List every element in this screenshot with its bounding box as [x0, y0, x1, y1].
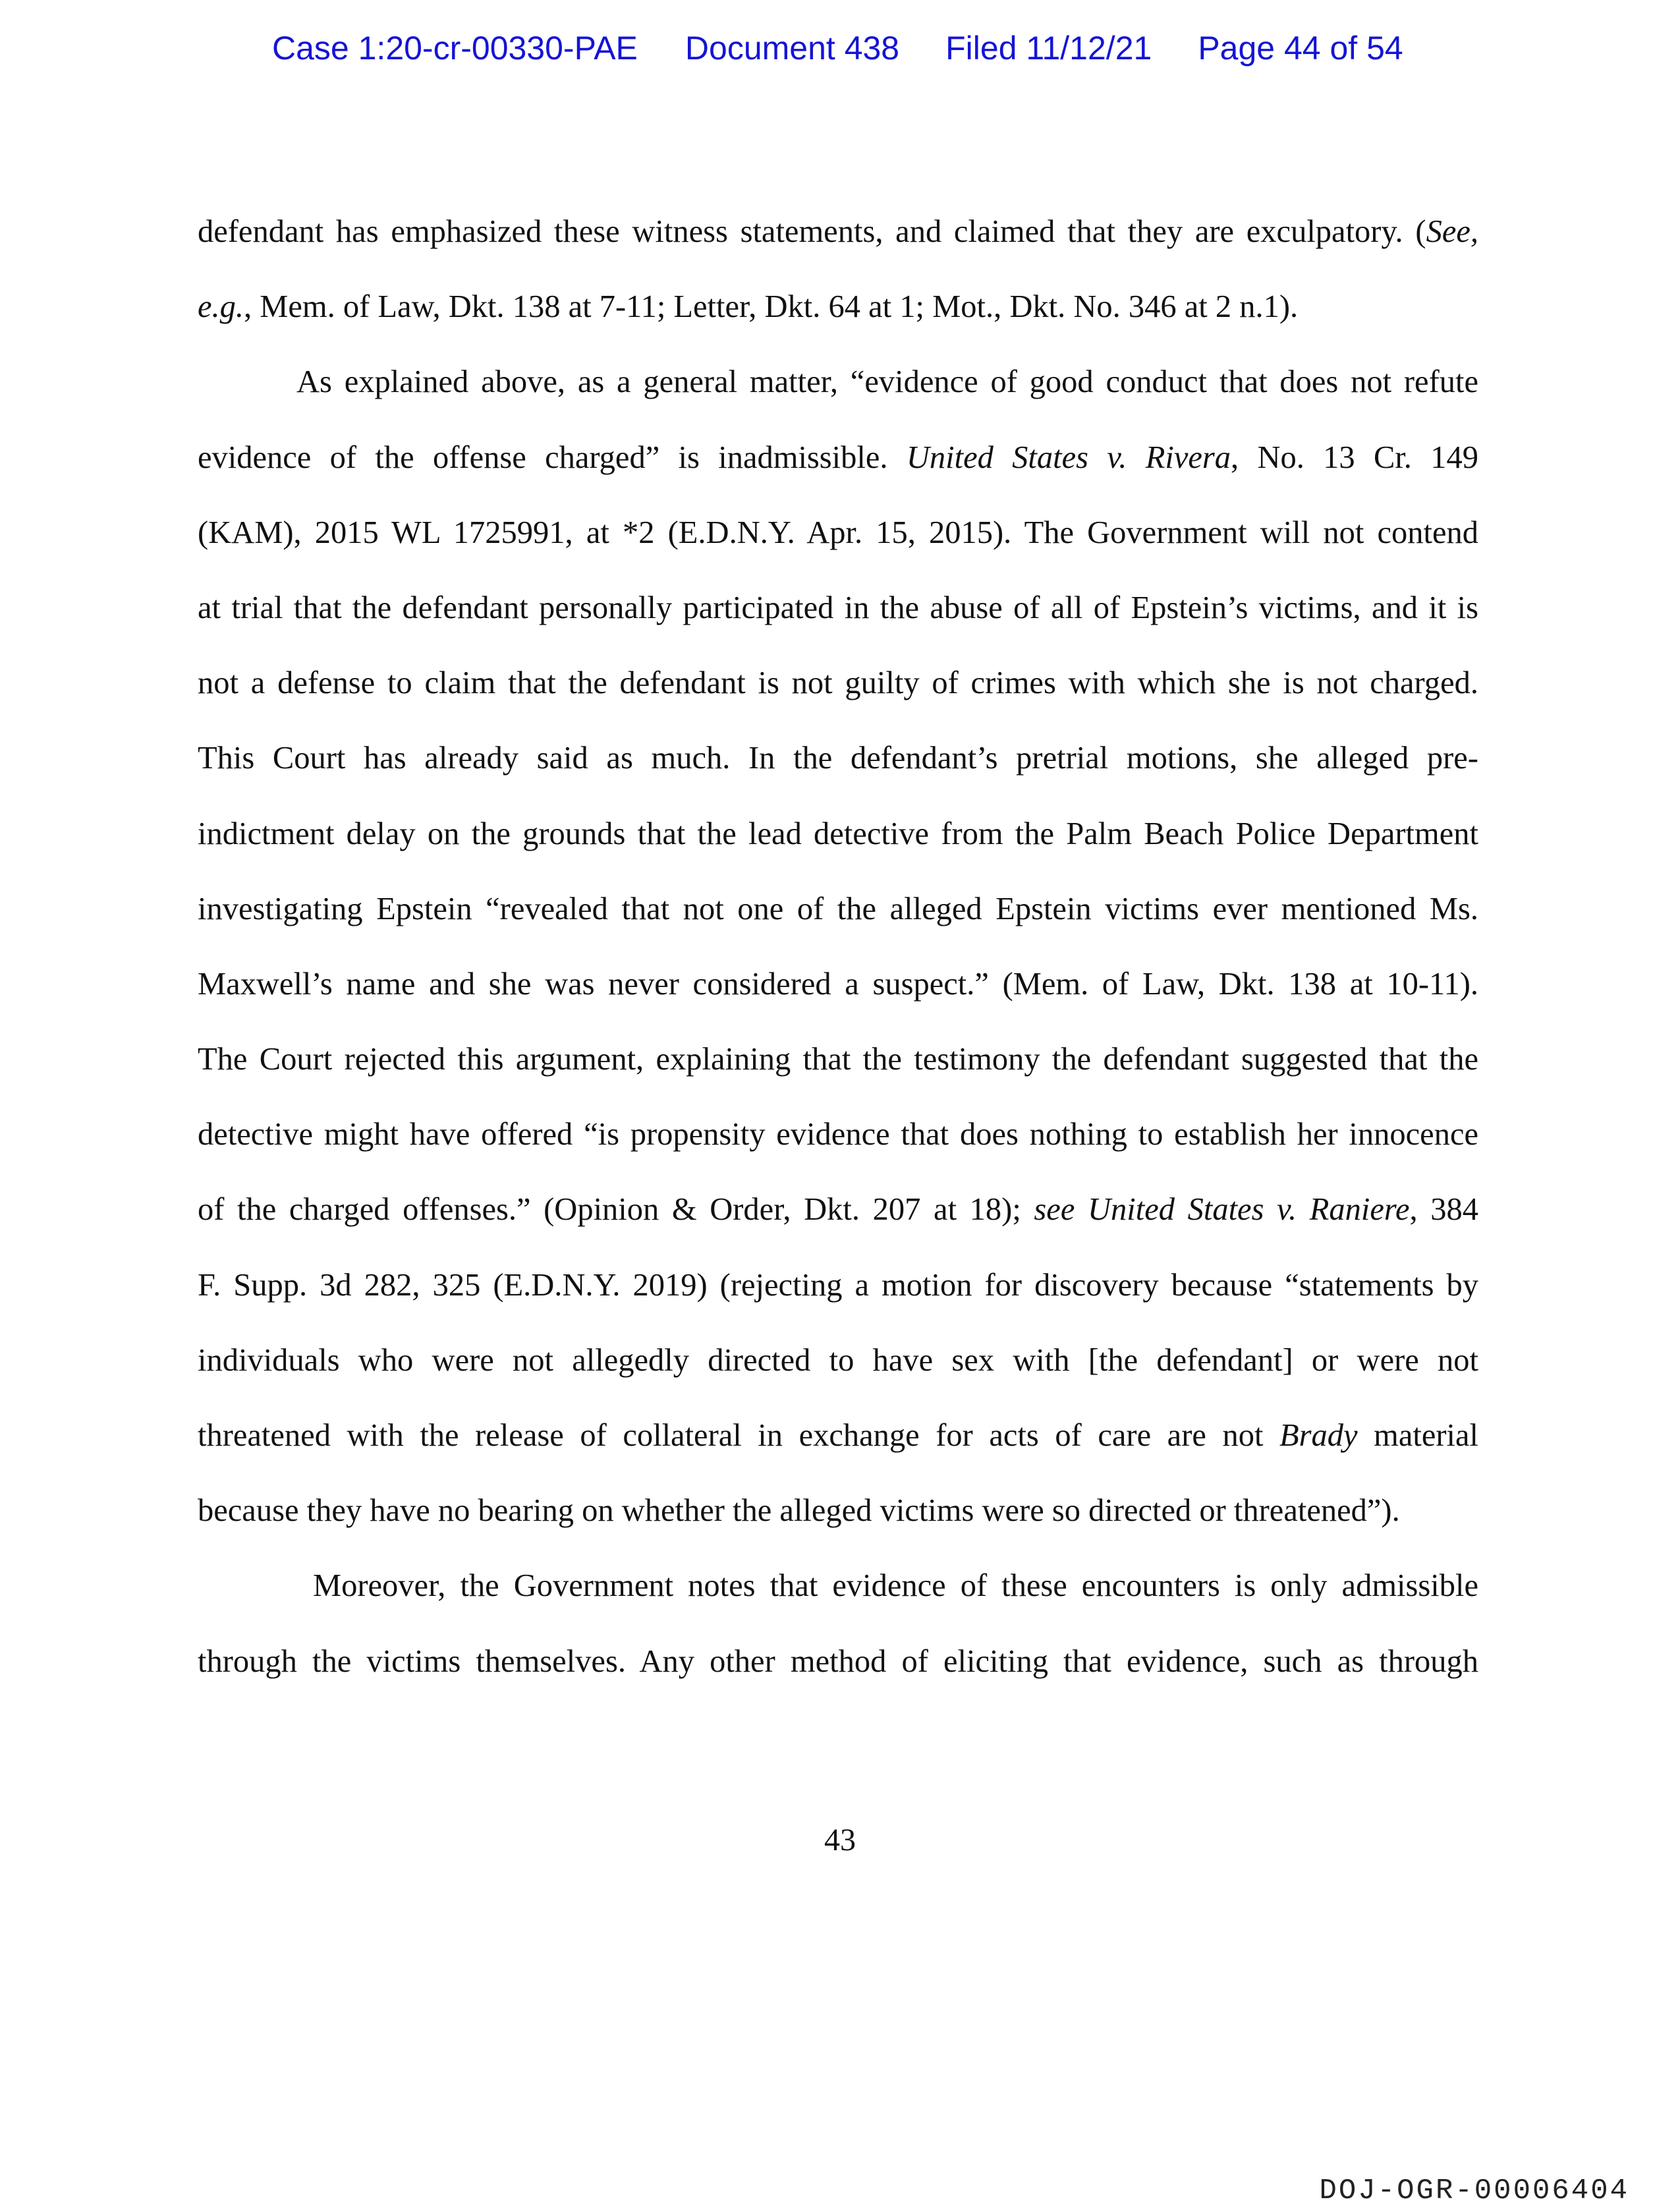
text-line [198, 269, 1478, 345]
text-line [198, 1022, 1478, 1097]
text-run: Moreover, the Government notes that evidence of these encounters is only admissible [313, 1568, 1478, 1604]
page-of: Page 44 of 54 [1198, 30, 1403, 67]
text-run: Maxwell’s name and she was never considered a suspect.” (Mem. of Law, Dkt. 138 at 10-11). [198, 966, 1478, 1002]
text-run: (KAM), 2015 WL 1725991, at *2 (E.D.N.Y. Apr. 15, 2015). The Government will not contend [198, 515, 1478, 550]
text-line [198, 1248, 1478, 1323]
case-number: Case 1:20-cr-00330-PAE [272, 30, 638, 67]
text-run: evidence of the offense charged” is inadmissible. [198, 440, 907, 475]
text-line [198, 1473, 1478, 1548]
text-run: defendant has emphasized these witness statements, and claimed that they are exculpatory. ( [198, 214, 1426, 249]
document-body [198, 194, 1478, 1699]
text-run: , No. 13 Cr. 149 [1231, 440, 1478, 475]
text-run: , Mem. of Law, Dkt. 138 at 7-11; Letter, Dkt. 64 at 1; Mot., Dkt. No. 346 at 2 n.1). [244, 289, 1299, 325]
text-line [198, 947, 1478, 1022]
text-line [198, 797, 1478, 872]
italic-citation: See, [1426, 214, 1478, 249]
text-line [198, 1097, 1478, 1172]
text-run: detective might have offered “is propensity evidence that does nothing to establish her innocence [198, 1117, 1478, 1152]
italic-citation: United States v. Rivera [906, 440, 1231, 475]
italic-citation: see United States v. Raniere [1034, 1192, 1410, 1228]
text-run: through the victims themselves. Any other method of eliciting that evidence, such as through [198, 1643, 1478, 1679]
text-line [198, 721, 1478, 796]
text-run: investigating Epstein “revealed that not one of the alleged Epstein victims ever mentioned Ms. [198, 891, 1478, 926]
text-run: The Court rejected this argument, explaining that the testimony the defendant suggested that the [198, 1042, 1478, 1077]
text-line [198, 1624, 1478, 1699]
text-line [198, 1548, 1478, 1624]
text-line [198, 345, 1478, 420]
text-run: not a defense to claim that the defendant is not guilty of crimes with which she is not charged. [198, 666, 1478, 701]
filed-date: Filed 11/12/21 [945, 30, 1152, 67]
document-number: Document 438 [685, 30, 900, 67]
text-run: F. Supp. 3d 282, 325 (E.D.N.Y. 2019) (rejecting a motion for discovery because “statements by [198, 1267, 1478, 1303]
text-line [198, 496, 1478, 571]
text-run: material [1357, 1418, 1478, 1453]
text-line [198, 646, 1478, 721]
text-line [198, 1323, 1478, 1398]
text-run: As explained above, as a general matter, “evidence of good conduct that does not refute [296, 364, 1478, 400]
text-run: because they have no bearing on whether the alleged victims were so directed or threatened”). [198, 1493, 1400, 1529]
text-run: of the charged offenses.” (Opinion & Order, Dkt. 207 at 18); [198, 1192, 1034, 1228]
text-run: indictment delay on the grounds that the lead detective from the Palm Beach Police Department [198, 816, 1478, 851]
text-line [198, 420, 1478, 496]
text-line [198, 1172, 1478, 1247]
text-run: threatened with the release of collateral in exchange for acts of care are not [198, 1418, 1279, 1453]
ecf-header [272, 29, 1403, 67]
text-line [198, 194, 1478, 269]
text-line [198, 571, 1478, 646]
page-number: 43 [824, 1823, 856, 1858]
text-run: at trial that the defendant personally participated in the abuse of all of Epstein’s victims, and it is [198, 590, 1478, 625]
text-line [198, 872, 1478, 947]
text-line [198, 1398, 1478, 1473]
italic-citation: Brady [1279, 1418, 1358, 1453]
bates-stamp: DOJ-OGR-00006404 [1319, 2174, 1629, 2207]
text-run: individuals who were not allegedly directed to have sex with [the defendant] or were not [198, 1342, 1478, 1378]
text-run: , 384 [1409, 1192, 1479, 1228]
text-run: This Court has already said as much. In the defendant’s pretrial motions, she alleged pre- [198, 741, 1478, 776]
italic-citation: e.g. [198, 289, 244, 325]
